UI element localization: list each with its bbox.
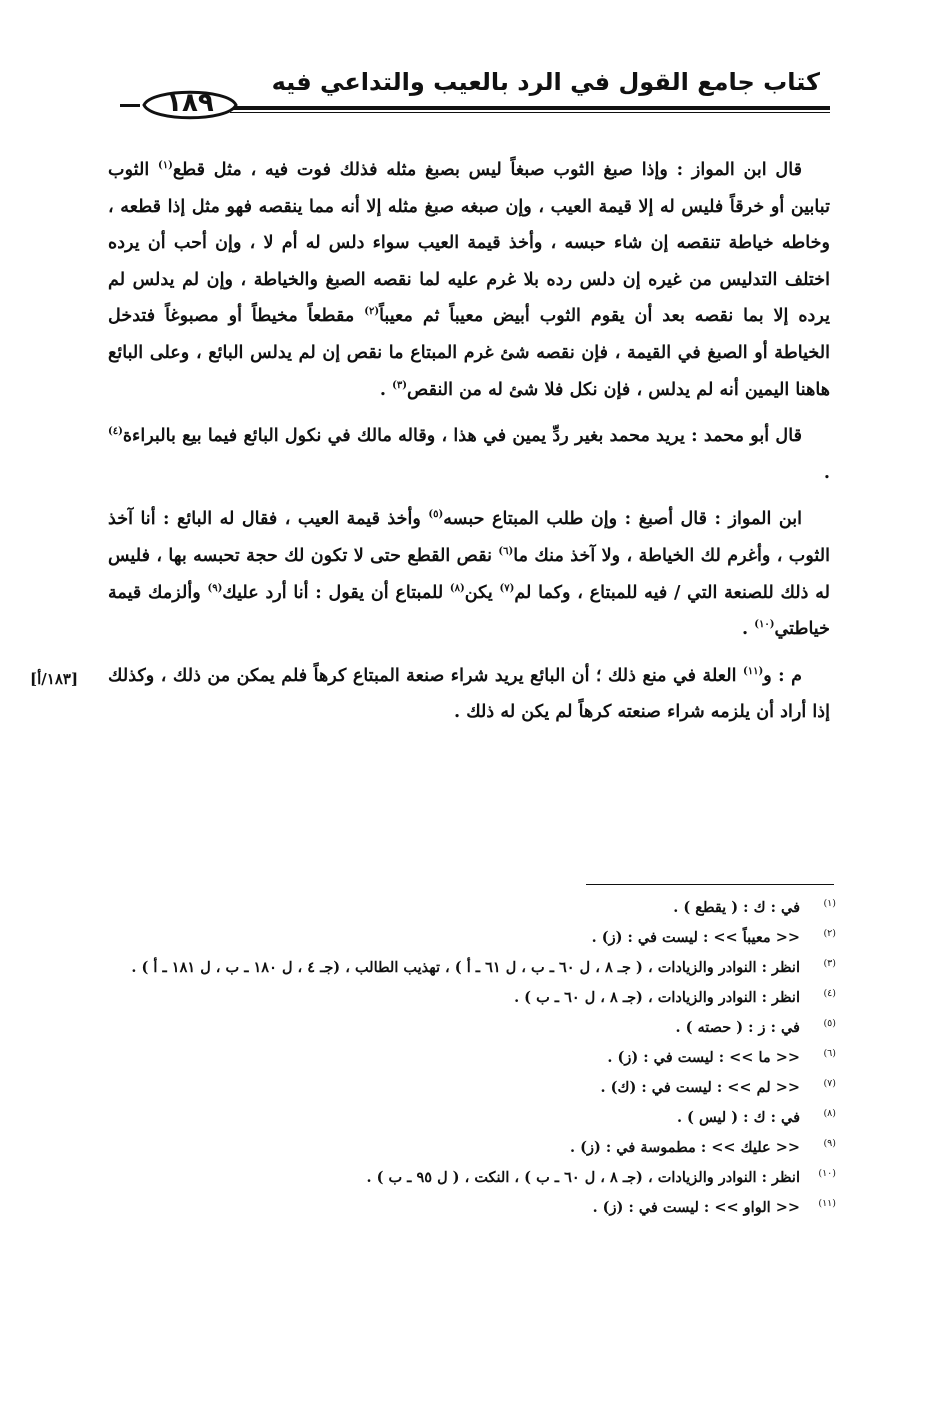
footnote-ref: (١) [157,160,173,172]
footnote: (٧) << لم >> : ليست في : (ك) . [600,1078,836,1096]
header-rule [230,106,830,113]
footnote: (٦) << ما >> : ليست في : (ز) . [607,1048,836,1066]
paragraph-4: م : و$^{(١١)}$ العلة في منع ذلك ؛ أن البائع يريد شراء صنعة المبتاع كرهاً فلم يمكن من ذلك ، وكذلك إذا أراد أن يلزمه شراء صنعته كرهاً لم يكن له ذلك . [108,664,830,723]
footnote: (٤) انظر : النوادر والزيادات ، (جـ ٨ ، ل ٦٠ ـ ب ) . [514,988,836,1006]
footnote-ref: (١١) [742,665,764,677]
footnote-ref: (٦) [498,546,514,558]
footnote-ref: (٣) [392,379,408,391]
running-header [120,68,830,118]
paragraph-1: قال ابن المواز : وإذا صبغ الثوب صبغاً ليس بصبغ مثله فذلك فوت فيه ، مثل قطع$^{(١)}$ الثوب تبابين أو خرقاً فليس له إلا قيمة العيب ، وإن صبغه صبغ مثله إلا أنه مما ينقصه فهو مثل إذا قطعه ، وخاطه خياطة تنقصه إن شاء حبسه ، وأخذ قيمة العيب سواء دلس له أم لا ، وإن أحب أن يرده اختلف التدليس من غيره إن دلس رده بلا غرم عليه لما نقصه الصبغ والخياطة ، وإن لم يدلس لم يرده إلا بما نقصه بعد أن يقوم الثوب أبيض معيباً ثم معيباً$^{(٢)}$ مقطعاً مخيطاً أو مصبوغاً فتدخل الخياطة أو الصبغ في القيمة ، فإن نقصه شئ غرم المبتاع ما نقص إن لم يدلس البائع ، وعلى البائع هاهنا اليمين أنه لم يدلس ، فإن نكل فلا شئ له من النقص$^{(٣)}$ . [108,159,830,400]
footnote: (٥) في : ز : ( حصته ) . [675,1018,836,1036]
book-title: كتاب جامع القول في الرد بالعيب والتداعي فيه [271,68,820,96]
footnote-ref: (١٠) [754,619,775,631]
page-number: ١٨٩ [166,88,214,118]
footnote: (١٠) انظر : النوادر والزيادات ، (جـ ٨ ، ل ٦٠ ـ ب ) ، النكت ، ( ل ٩٥ ـ ب ) . [366,1168,836,1186]
footnote: (٣) انظر : النوادر والزيادات ، ( جـ ٨ ، ل ٦٠ ـ ب ، ل ٦١ ـ أ ) ، تهذيب الطالب ، (جـ ٤ ، ل ١٨٠ ـ ب ، ل ١٨١ ـ أ ) . [131,958,836,976]
footnote-ref: (٤) [108,426,123,438]
paragraph-3: ابن المواز : قال أصبغ : وإن طلب المبتاع حبسه$^{(٥)}$ وأخذ قيمة العيب ، فقال له البائع : أنا آخذ الثوب ، وأغرم لك الخياطة ، ولا آخذ منك ما$^{(٦)}$ نقص القطع حتى لا تكون لك حجة تحبسه بها ، فليس له ذلك للصنعة التي / فيه للمبتاع ، وكما لم$^{(٧)}$ يكن$^{(٨)}$ للمبتاع أن يقول : أنا أرد عليك$^{(٩)}$ وألزمك قيمة خياطتي$^{(١٠)}$ . [108,508,830,640]
footnote-separator [586,884,834,885]
footnote-ref: (٩) [207,582,223,594]
footnote: (١١) << الواو >> : ليست في : (ز) . [592,1198,836,1216]
footnote: (٩) << عليك >> : مطموسة في : (ز) . [570,1138,836,1156]
page-number-frame [138,84,242,126]
footnote-ref: (٧) [499,582,515,594]
manuscript-folio-note: [١٨٣/أ] [30,670,79,688]
footnotes [108,893,838,1223]
main-text [108,152,830,731]
footnote-ref: (٥) [428,509,444,521]
footnote: (٢) << معيباً >> : ليست في : (ز) . [591,928,836,946]
footnote-ref: (٢) [364,306,380,318]
footnote: (٨) في : ك : ( ليس ) . [676,1108,836,1126]
footnote-ref: (٨) [449,582,465,594]
header-dash [120,104,140,107]
footnote: (١) في : ك : ( يقطع ) . [673,898,836,916]
paragraph-2: قال أبو محمد : يريد محمد بغير ردِّ يمين في هذا ، وقاله مالك في نكول البائع فيما بيع بالبراءة$^{(٤)}$ . [108,425,830,483]
